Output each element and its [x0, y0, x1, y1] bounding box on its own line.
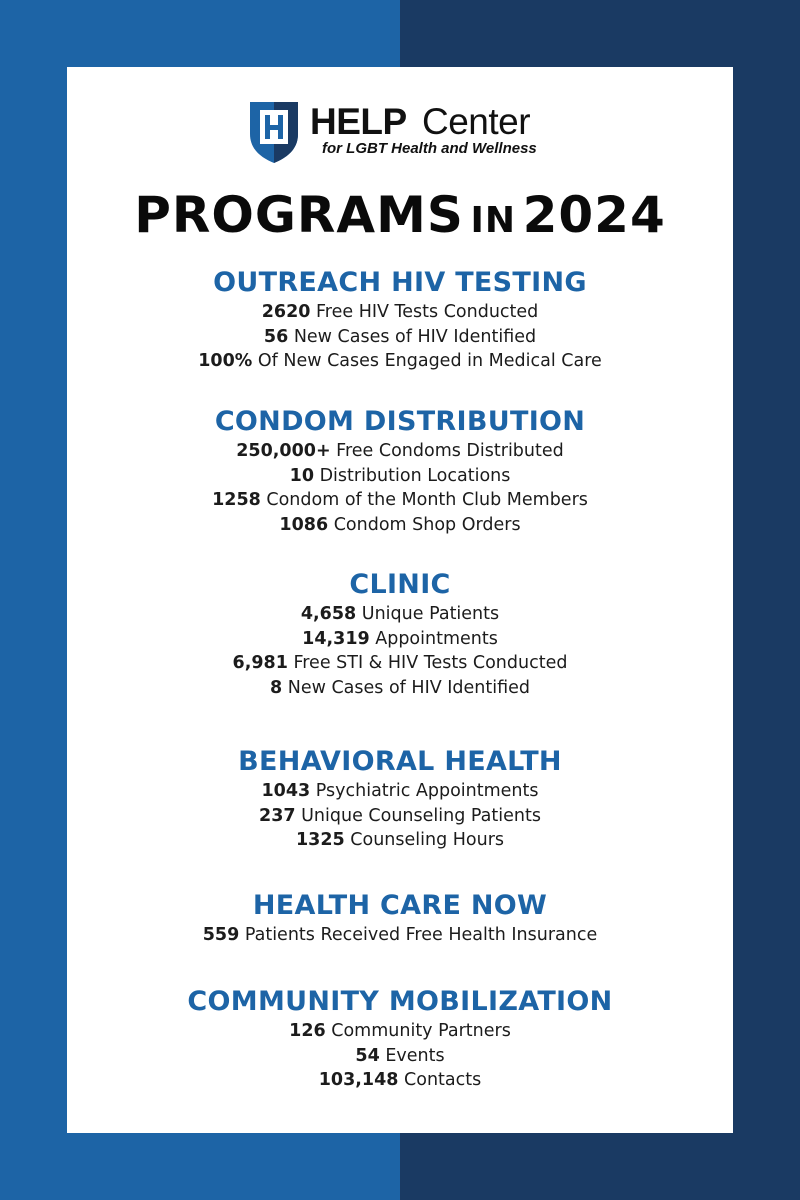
stat-line [67, 1044, 733, 1069]
stat-number: 1258 [212, 490, 261, 510]
stat-line [67, 488, 733, 513]
stat-number: 100% [198, 351, 253, 371]
stat-line [67, 804, 733, 829]
title-programs: PROGRAMS [134, 186, 464, 244]
stat-line [67, 651, 733, 676]
stat-line [67, 602, 733, 627]
stat-line [67, 439, 733, 464]
stat-text: Condom Shop Orders [328, 514, 521, 535]
stat-text: Distribution Locations [314, 465, 511, 486]
section-behavioral-health [67, 745, 733, 853]
stat-line [67, 828, 733, 853]
section-condom-distribution [67, 405, 733, 537]
stat-line [67, 300, 733, 325]
stat-number: 2620 [261, 302, 311, 322]
stat-text: Appointments [369, 628, 498, 649]
section-outreach-hiv-testing [67, 266, 733, 374]
stat-text: Condom of the Month Club Members [260, 490, 588, 510]
stat-number: 4,658 [300, 604, 357, 624]
stat-text: Events [379, 1045, 445, 1066]
stat-text: Unique Counseling Patients [295, 805, 541, 826]
shield-icon [248, 100, 300, 164]
stat-number: 54 [355, 1045, 380, 1066]
stat-line [67, 627, 733, 652]
stat-number: 126 [289, 1021, 326, 1041]
page-title [67, 185, 733, 257]
stat-text: Contacts [398, 1070, 482, 1090]
section-title: CLINIC [349, 569, 451, 600]
stat-number: 103,148 [318, 1070, 399, 1090]
stat-text: Free HIV Tests Conducted [310, 302, 539, 322]
stat-line [67, 1068, 733, 1093]
stat-text: New Cases of HIV Identified [282, 677, 531, 698]
stat-line [67, 464, 733, 489]
stat-line [67, 325, 733, 350]
stat-number: 10 [289, 465, 314, 486]
stat-number: 6,981 [232, 653, 288, 673]
stat-text: Psychiatric Appointments [310, 781, 539, 801]
section-title: CONDOM DISTRIBUTION [214, 406, 586, 437]
poster-card [67, 67, 733, 1133]
logo-brand-regular: Center [422, 101, 531, 142]
stat-number: 56 [263, 326, 289, 347]
logo-tagline: for LGBT Health and Wellness [322, 140, 537, 157]
stat-line [67, 349, 733, 374]
stat-number: 1043 [261, 781, 311, 801]
stat-number: 14,319 [302, 628, 370, 649]
stat-line [67, 1019, 733, 1044]
stat-text: Community Partners [325, 1021, 511, 1041]
stat-line [67, 676, 733, 701]
section-title: BEHAVIORAL HEALTH [238, 746, 562, 777]
stat-text: New Cases of HIV Identified [288, 326, 537, 347]
stat-number: 8 [269, 677, 283, 698]
title-in: IN [470, 200, 516, 241]
section-title: OUTREACH HIV TESTING [213, 267, 587, 298]
stat-number: 1325 [295, 830, 345, 850]
section-title: HEALTH CARE NOW [252, 890, 548, 921]
section-health-care-now [67, 889, 733, 948]
stat-line [67, 779, 733, 804]
stat-number: 1086 [279, 514, 329, 535]
section-title: COMMUNITY MOBILIZATION [187, 986, 613, 1017]
logo-brand-bold: HELP [310, 101, 407, 142]
stat-line [67, 923, 733, 948]
stat-text: Free STI & HIV Tests Conducted [287, 653, 568, 673]
title-year: 2024 [522, 186, 666, 244]
stat-number: 559 [202, 925, 240, 945]
stat-text: Patients Received Free Health Insurance [239, 925, 598, 945]
stat-number: 237 [259, 805, 296, 826]
stat-text: Of New Cases Engaged in Medical Care [252, 351, 602, 371]
stat-text: Free Condoms Distributed [330, 441, 564, 461]
stat-text: Counseling Hours [344, 830, 505, 850]
stat-line [67, 513, 733, 538]
stat-number: 250,000+ [236, 441, 331, 461]
stat-text: Unique Patients [356, 604, 500, 624]
section-community-mobilization [67, 985, 733, 1093]
section-clinic [67, 568, 733, 700]
help-center-logo [67, 100, 733, 170]
